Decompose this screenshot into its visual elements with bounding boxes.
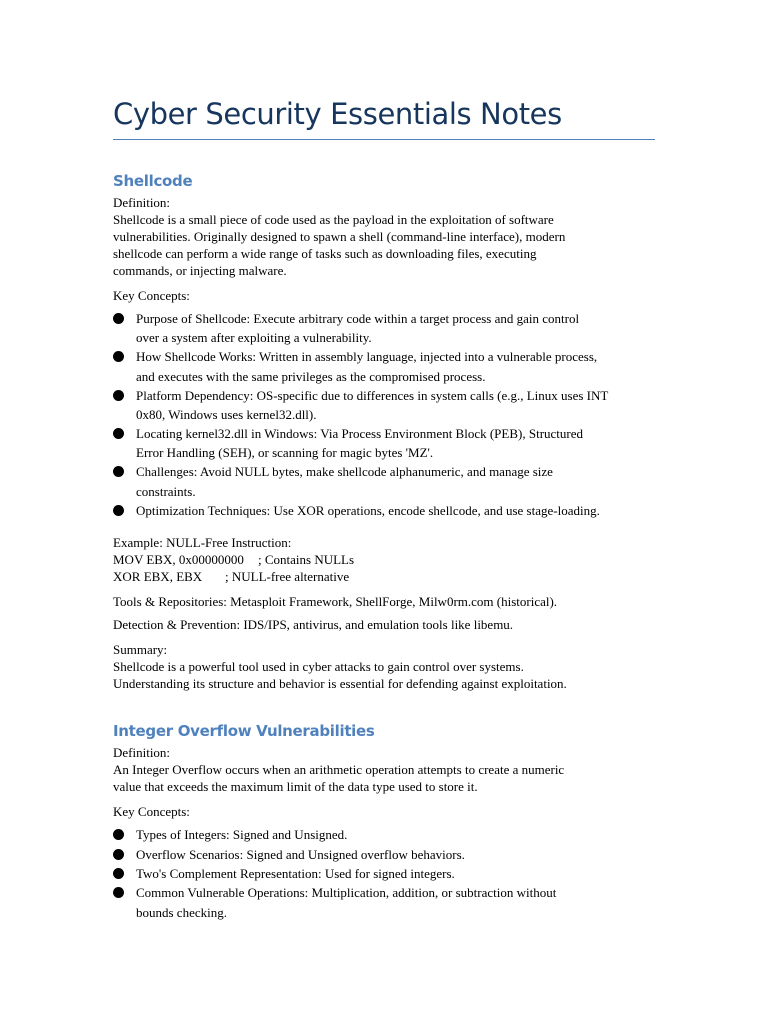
bullet-line: Common Vulnerable Operations: Multiplication, addition, or subtraction without [136, 885, 557, 900]
bullet-line: Two's Complement Representation: Used for signed integers. [136, 866, 455, 881]
code-instruction: XOR EBX, EBX [113, 569, 203, 584]
bullet-icon [113, 313, 124, 324]
key-concepts-label: Key Concepts: [113, 804, 190, 819]
bullet-line: bounds checking. [136, 905, 227, 920]
example-label: Example: NULL-Free Instruction: [113, 535, 292, 550]
definition-line: vulnerabilities. Originally designed to spawn a shell (command-line interface), modern [113, 229, 566, 244]
document-title: Cyber Security Essentials Notes [113, 97, 562, 131]
bullet-line: Optimization Techniques: Use XOR operations, encode shellcode, and use stage-loading. [136, 503, 600, 518]
bullet-icon [113, 428, 124, 439]
bullet-line: Overflow Scenarios: Signed and Unsigned overflow behaviors. [136, 847, 465, 862]
section-heading-integer-overflow: Integer Overflow Vulnerabilities [113, 722, 375, 740]
definition-label: Definition: [113, 745, 171, 760]
definition-line: commands, or injecting malware. [113, 263, 287, 278]
section-heading-shellcode: Shellcode [113, 172, 193, 190]
bullet-icon [113, 466, 124, 477]
bullet-line: and executes with the same privileges as the compromised process. [136, 369, 486, 384]
definition-line: An Integer Overflow occurs when an arithmetic operation attempts to create a numeric [113, 762, 565, 777]
bullet-line: over a system after exploiting a vulnerability. [136, 330, 372, 345]
summary-line: Understanding its structure and behavior is essential for defending against exploitation. [113, 676, 567, 691]
bullet-line: Error Handling (SEH), or scanning for magic bytes 'MZ'. [136, 445, 434, 460]
bullet-line: constraints. [136, 484, 196, 499]
bullet-icon [113, 829, 124, 840]
definition-line: value that exceeds the maximum limit of the data type used to store it. [113, 779, 478, 794]
definition-label: Definition: [113, 195, 171, 210]
code-comment: ; NULL-free alternative [225, 569, 350, 584]
bullet-icon [113, 887, 124, 898]
bullet-icon [113, 505, 124, 516]
bullet-icon [113, 351, 124, 362]
code-instruction: MOV EBX, 0x00000000 [113, 552, 244, 567]
definition-line: shellcode can perform a wide range of tasks such as downloading files, executing [113, 246, 537, 261]
summary-label: Summary: [113, 642, 168, 657]
bullet-icon [113, 849, 124, 860]
detection-line: Detection & Prevention: IDS/IPS, antivirus, and emulation tools like libemu. [113, 617, 514, 632]
bullet-line: Challenges: Avoid NULL bytes, make shellcode alphanumeric, and manage size [136, 464, 553, 479]
summary-line: Shellcode is a powerful tool used in cyber attacks to gain control over systems. [113, 659, 524, 674]
definition-line: Shellcode is a small piece of code used as the payload in the exploitation of software [113, 212, 554, 227]
tools-line: Tools & Repositories: Metasploit Framework, ShellForge, Milw0rm.com (historical). [113, 594, 558, 609]
bullet-line: How Shellcode Works: Written in assembly language, injected into a vulnerable process, [136, 349, 598, 364]
bullet-icon [113, 390, 124, 401]
bullet-line: 0x80, Windows uses kernel32.dll). [136, 407, 317, 422]
bullet-line: Platform Dependency: OS-specific due to differences in system calls (e.g., Linux uses INT [136, 388, 609, 403]
bullet-line: Types of Integers: Signed and Unsigned. [136, 827, 348, 842]
key-concepts-label: Key Concepts: [113, 288, 190, 303]
bullet-line: Locating kernel32.dll in Windows: Via Process Environment Block (PEB), Structured [136, 426, 584, 441]
title-underline [113, 139, 655, 140]
bullet-line: Purpose of Shellcode: Execute arbitrary code within a target process and gain control [136, 311, 580, 326]
code-comment: ; Contains NULLs [258, 552, 355, 567]
bullet-icon [113, 868, 124, 879]
